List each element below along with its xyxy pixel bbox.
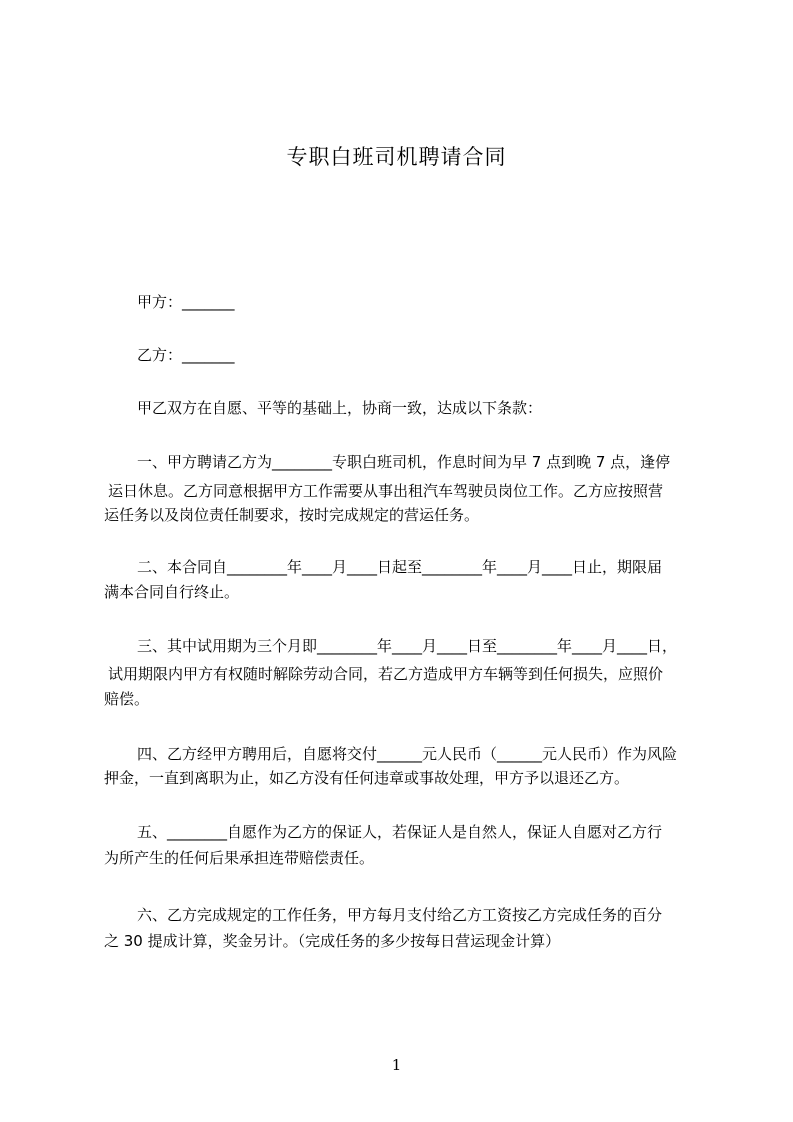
- preamble: 甲乙双方在自愿、平等的基础上，协商一致，达成以下条款：: [137, 399, 543, 417]
- clause-3-line-2: 试用期限内甲方有权随时解除劳动合同，若乙方造成甲方车辆等到任何损失，应照价: [108, 665, 664, 683]
- clause-6-line-1: 六、乙方完成规定的工作任务，甲方每月支付给乙方工资按乙方完成任务的百分: [137, 906, 663, 924]
- party-b-line: 乙方：_______: [137, 346, 235, 364]
- page-title: 专职白班司机聘请合同: [286, 145, 507, 169]
- clause-4-line-1: 四、乙方经甲方聘用后，自愿将交付______元人民币（______元人民币）作为风险: [137, 745, 678, 763]
- page-number: 1: [391, 1056, 402, 1074]
- clause-5-line-2: 为所产生的任何后果承担连带赔偿责任。: [104, 849, 375, 867]
- party-a-line: 甲方：_______: [137, 293, 235, 311]
- clause-5-line-1: 五、________自愿作为乙方的保证人，若保证人是自然人，保证人自愿对乙方行: [137, 823, 663, 841]
- clause-3-line-3: 赔偿。: [104, 690, 150, 708]
- clause-1-line-3: 运任务以及岗位责任制要求，按时完成规定的营运任务。: [104, 506, 480, 524]
- clause-2-line-2: 满本合同自行终止。: [104, 583, 240, 601]
- clause-3-line-1: 三、其中试用期为三个月即________年____月____日至________年____月____日，: [137, 637, 678, 655]
- clause-1-line-2: 运日休息。乙方同意根据甲方工作需要从事出租汽车驾驶员岗位工作。乙方应按照营: [108, 482, 664, 500]
- clause-1-line-1: 一、甲方聘请乙方为________专职白班司机，作息时间为早 7 点到晚 7 点，逢停: [137, 453, 671, 471]
- clause-6-line-2: 之 30 提成计算，奖金另计。（完成任务的多少按每日营运现金计算）: [104, 932, 561, 950]
- clause-2-line-1: 二、本合同自________年____月____日起至________年____月____日止，期限届: [137, 558, 663, 576]
- clause-4-line-2: 押金，一直到离职为止，如乙方没有任何违章或事故处理，甲方予以退还乙方。: [104, 769, 630, 787]
